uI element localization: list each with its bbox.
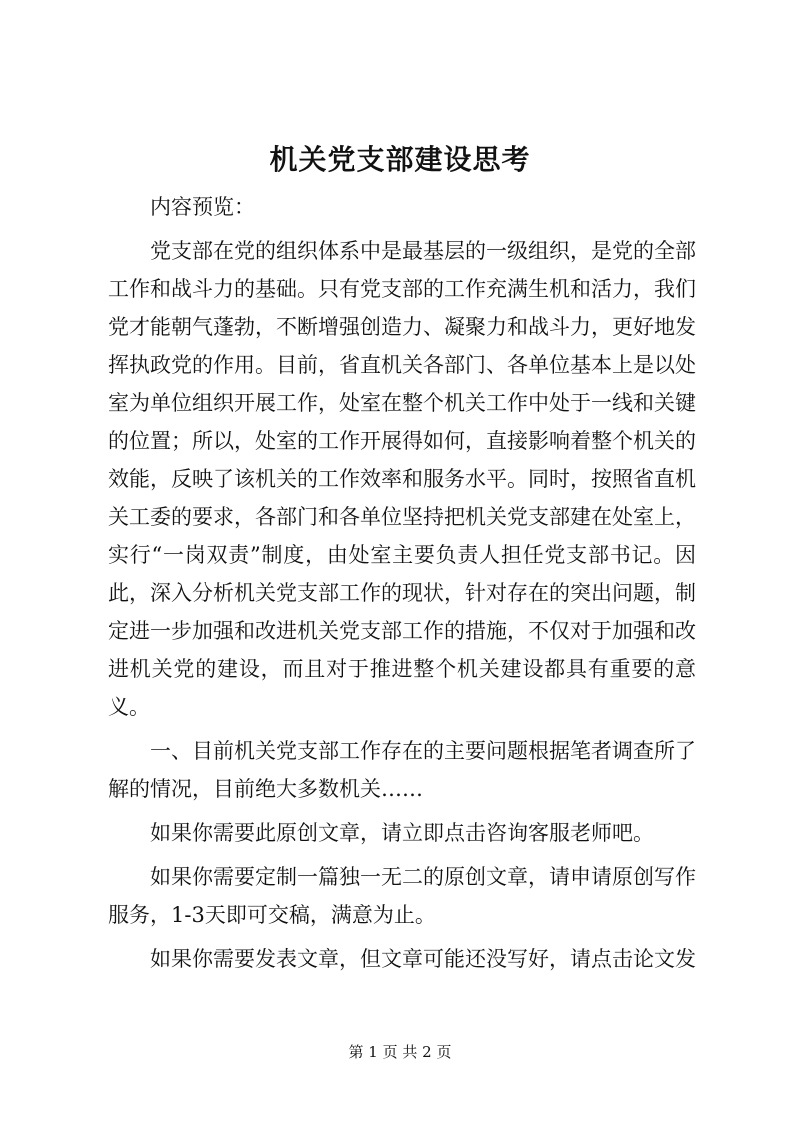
preview-label: 内容预览： <box>150 195 255 219</box>
page-number-footer: 第 1 页 共 2 页 <box>348 1043 452 1061</box>
paragraph-section-one: 一、目前机关党支部工作存在的主要问题根据笔者调查所了解的情况，目前绝大多数机关…… <box>108 739 696 801</box>
paragraph-intro: 党支部在党的组织体系中是最基层的一级组织，是党的全部工作和战斗力的基础。只有党支部的工作充满生机和活力，我们党才能朝气蓬勃，不断增强创造力、凝聚力和战斗力，更好地发挥执政党的作用。目前，省直机关各部门、各单位基本上是以处室为单位组织开展工作，处室在整个机关工作中处于一线和关键的位置；所以，处室的工作开展得如何，直接影响着整个机关的效能，反映了该机关的工作效率和服务水平。同时，按照省直机关工委的要求，各部门和各单位坚持把机关党支部建在处室上，实行“一岗双责”制度，由处室主要负责人担任党支部书记。因此，深入分析机关党支部工作的现状，针对存在的突出问题，制定进一步加强和改进机关党支部工作的措施，不仅对于加强和改进机关党的建设，而且对于推进整个机关建设都具有重要的意义。 <box>108 239 696 719</box>
document-body <box>108 188 696 978</box>
paragraph-publish: 如果你需要发表文章，但文章可能还没写好，请点击论文发 <box>150 947 696 971</box>
document-title: 机关党支部建设思考 <box>269 143 531 176</box>
paragraph-contact-service: 如果你需要此原创文章，请立即点击咨询客服老师吧。 <box>150 821 654 845</box>
paragraph-custom-writing: 如果你需要定制一篇独一无二的原创文章，请申请原创写作服务，1-3天即可交稿，满意为止。 <box>108 865 696 927</box>
